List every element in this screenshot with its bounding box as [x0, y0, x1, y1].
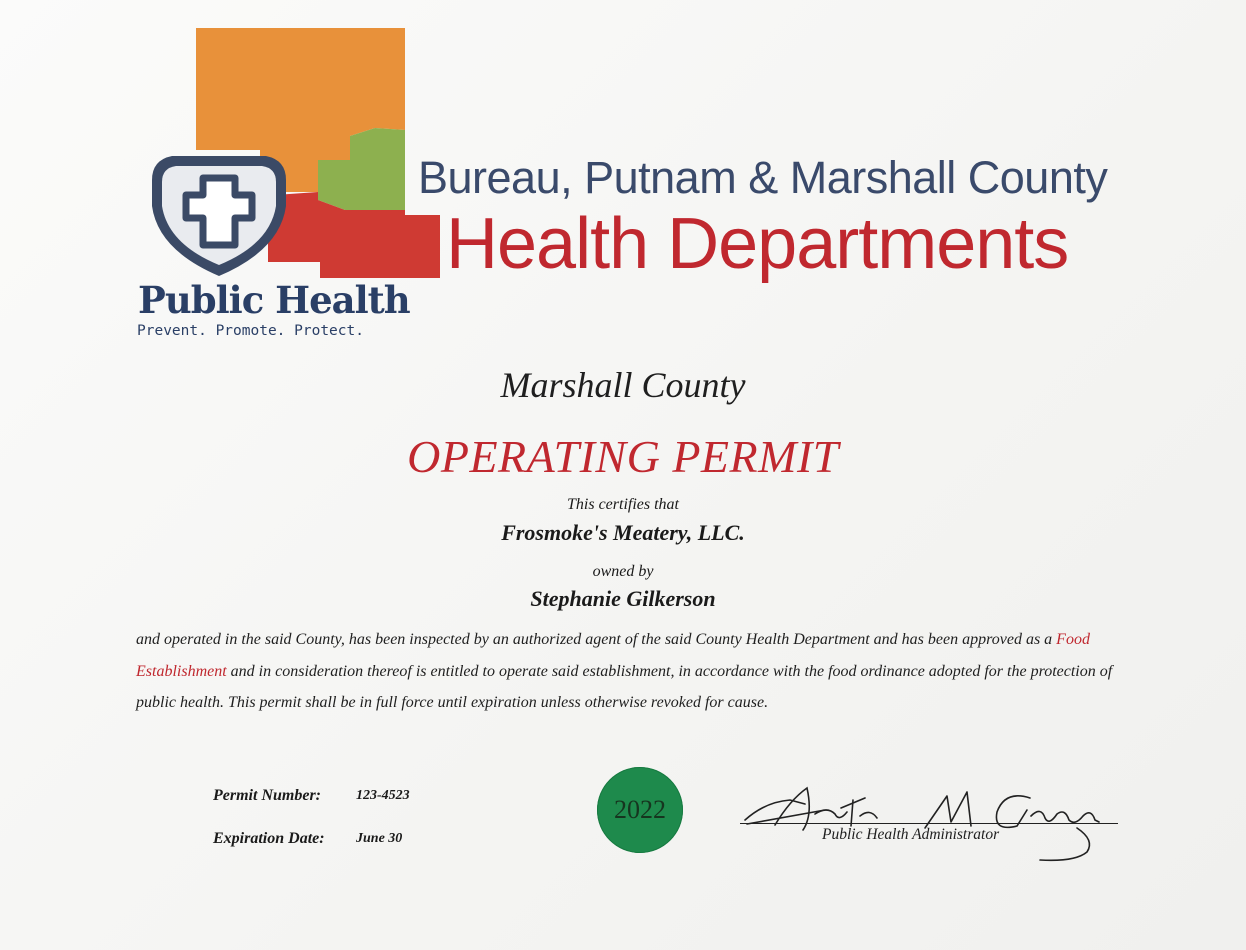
body-text-part1: and operated in the said County, has been inspected by an authorized agent of the said County Health Department and has been approved as a [136, 631, 1057, 648]
header-counties: Bureau, Putnam & Marshall County [418, 152, 1108, 203]
signature-line [740, 823, 1118, 824]
county-name: Marshall County [500, 365, 746, 405]
logo-tagline: Prevent. Promote. Protect. [137, 323, 364, 339]
header-health-departments: Health Departments [446, 204, 1069, 284]
owner-name: Stephanie Gilkerson [530, 586, 716, 611]
permit-body-paragraph [136, 624, 1121, 719]
seal-year: 2022 [614, 795, 666, 824]
permit-number-value: 123-4523 [356, 788, 410, 803]
signature-title: Public Health Administrator [822, 826, 1000, 843]
permit-title: OPERATING PERMIT [407, 431, 839, 482]
administrator-signature [735, 770, 1135, 870]
expiration-date-label: Expiration Date: [213, 830, 325, 847]
certifies-text: This certifies that [567, 496, 679, 513]
establishment-type: Food Establishment [136, 631, 1090, 680]
logo-wordmark: Public Health [138, 278, 410, 322]
permit-number-label: Permit Number: [213, 787, 321, 804]
public-health-logo [0, 0, 460, 350]
owned-by-text: owned by [592, 563, 654, 580]
year-seal [597, 767, 683, 853]
business-name: Frosmoke's Meatery, LLC. [501, 520, 745, 545]
body-text-part2: and in consideration thereof is entitled to operate said establishment, in accordance with the food ordinance adopted for the protection of public health. This permit shall be in full force until expiration unless otherwise revoked for cause. [136, 662, 1113, 711]
expiration-date-value: June 30 [356, 831, 403, 846]
